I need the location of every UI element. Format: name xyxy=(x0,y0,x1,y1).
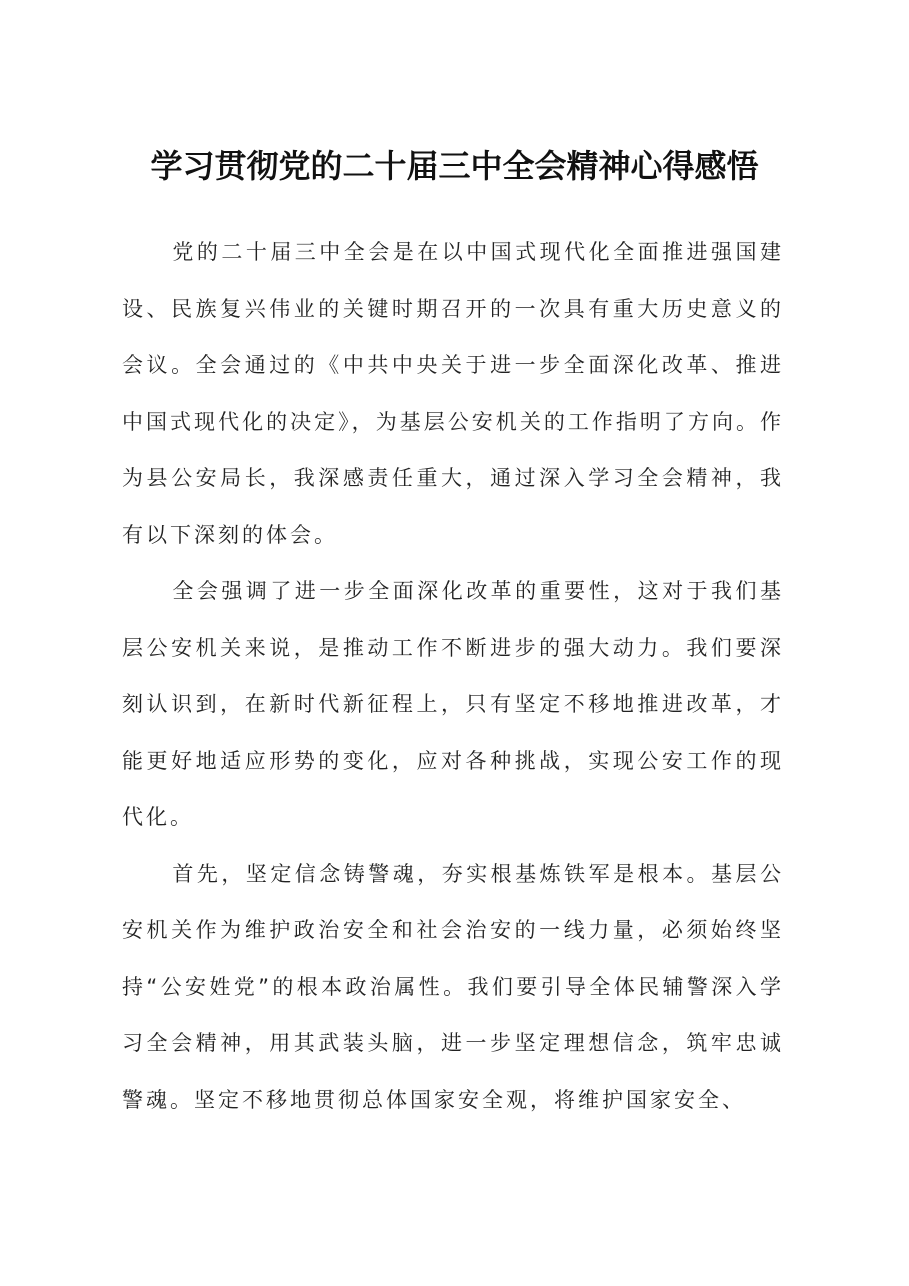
paragraph-1: 党的二十届三中全会是在以中国式现代化全面推进强国建设、民族复兴伟业的关键时期召开的一次具有重大历史意义的会议。全会通过的《中共中央关于进一步全面深化改革、推进中国式现代化的决定》，为基层公安机关的工作指明了方向。作为县公安局长，我深感责任重大，通过深入学习全会精神，我有以下深刻的体会。 xyxy=(122,240,784,547)
paragraph-3: 首先，坚定信念铸警魂，夯实根基炼铁军是根本。基层公安机关作为维护政治安全和社会治安的一线力量，必须始终坚持“公安姓党”的根本政治属性。我们要引导全体民辅警深入学习全会精神，用其武装头脑，进一步坚定理想信念，筑牢忠诚警魂。坚定不移地贯彻总体国家安全观，将维护国家安全、 xyxy=(122,861,784,1112)
document-title: 学习贯彻党的二十届三中全会精神心得感悟 xyxy=(150,147,759,185)
document-body xyxy=(122,224,784,1128)
paragraph-2: 全会强调了进一步全面深化改革的重要性，这对于我们基层公安机关来说，是推动工作不断进步的强大动力。我们要深刻认识到，在新时代新征程上，只有坚定不移地推进改革，才能更好地适应形势的变化，应对各种挑战，实现公安工作的现代化。 xyxy=(122,579,784,829)
